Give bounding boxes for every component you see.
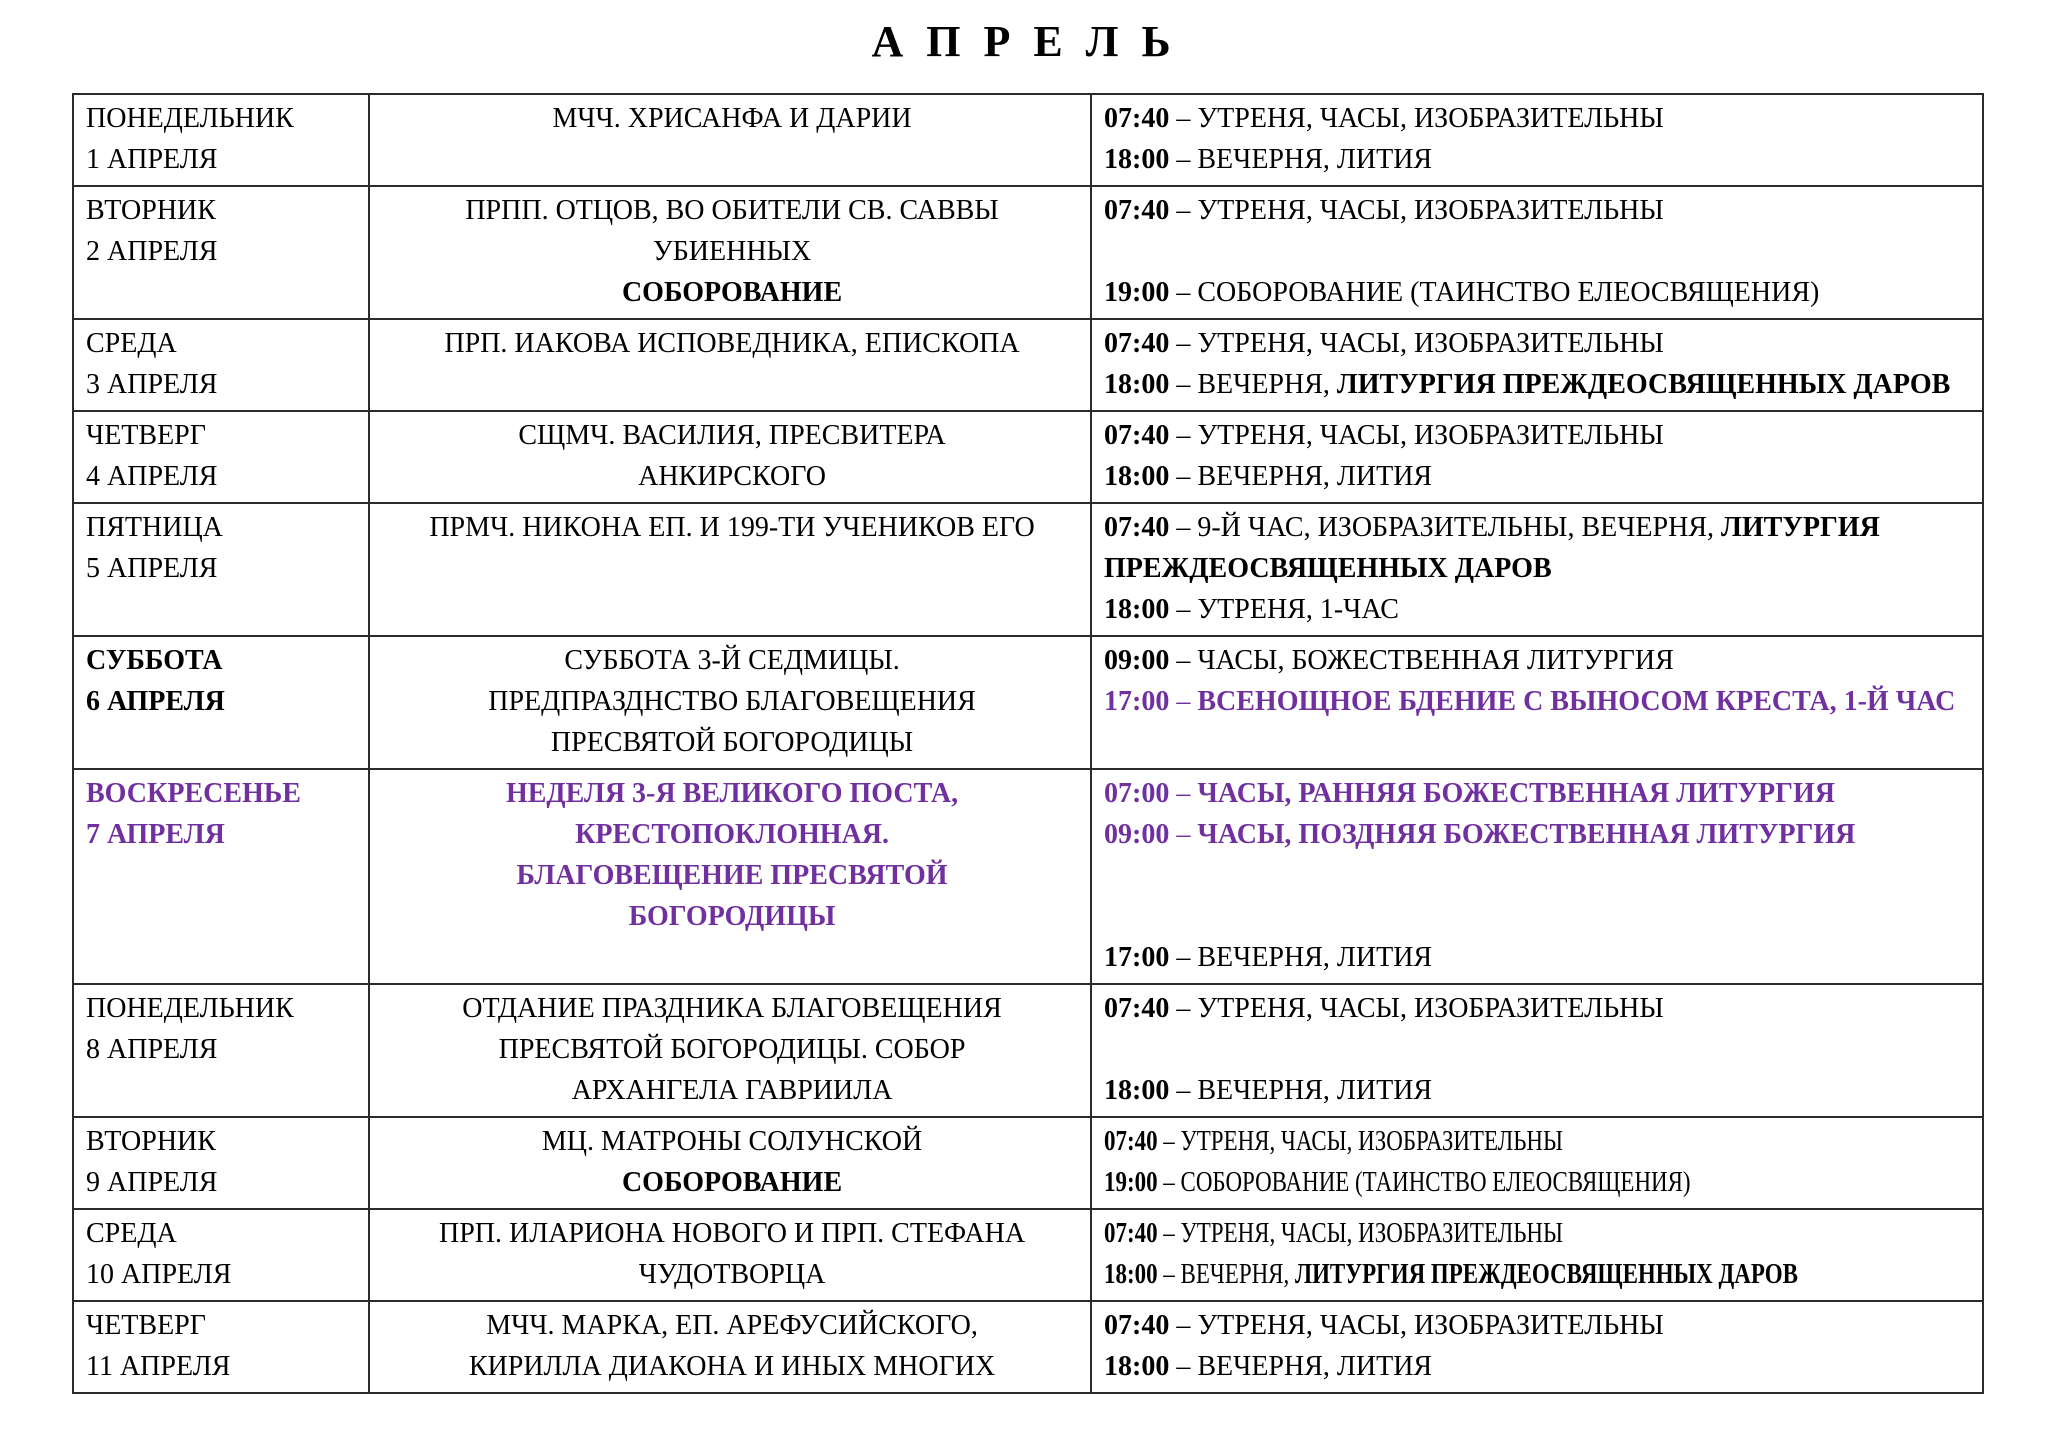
service-line <box>1104 323 1974 364</box>
day-name: ВОСКРЕСЕНЬЕ <box>86 778 301 809</box>
service-separator: – <box>1169 778 1198 809</box>
services-cell <box>1091 1301 1983 1393</box>
services-cell <box>1091 411 1983 503</box>
day-name: ПОНЕДЕЛЬНИК <box>86 103 294 134</box>
service-time: 07:40 <box>1104 328 1170 359</box>
service-separator: – <box>1157 1218 1181 1249</box>
table-row <box>73 769 1983 984</box>
service-text: УТРЕНЯ, ЧАСЫ, ИЗОБРАЗИТЕЛЬНЫ <box>1197 328 1664 359</box>
service-blank-line <box>1104 231 1974 272</box>
day-cell <box>73 1117 369 1209</box>
service-text: ВЕЧЕРНЯ, ЛИТИЯ <box>1197 144 1433 175</box>
feast-line: НЕДЕЛЯ 3-Я ВЕЛИКОГО ПОСТА, <box>505 778 959 809</box>
service-bold-text: ЛИТУРГИЯ ПРЕЖДЕОСВЯЩЕННЫХ ДАРОВ <box>1336 369 1951 400</box>
feast-line: КИРИЛЛА ДИАКОНА И ИНЫХ МНОГИХ <box>468 1351 996 1382</box>
services-cell <box>1091 769 1983 984</box>
service-time: 07:40 <box>1104 1126 1158 1157</box>
service-text: ВЕЧЕРНЯ, ЛИТИЯ <box>1197 1075 1433 1106</box>
feast-line: ПРЕСВЯТОЙ БОГОРОДИЦЫ. СОБОР <box>498 1034 966 1065</box>
day-cell <box>73 984 369 1117</box>
service-line <box>1104 640 1974 681</box>
day-name: ВТОРНИК <box>86 1126 216 1157</box>
services-cell <box>1091 636 1983 769</box>
services-cell <box>1091 1117 1983 1209</box>
feast-line: ПРМЧ. НИКОНА ЕП. И 199-ТИ УЧЕНИКОВ ЕГО <box>429 512 1035 543</box>
service-time: 07:40 <box>1104 420 1170 451</box>
service-time: 07:40 <box>1104 1310 1170 1341</box>
feast-cell <box>369 1117 1091 1209</box>
table-row <box>73 411 1983 503</box>
service-time: 07:40 <box>1104 103 1170 134</box>
service-time: 18:00 <box>1104 594 1170 625</box>
services-cell <box>1091 984 1983 1117</box>
service-line <box>1104 1346 1974 1387</box>
day-date: 1 АПРЕЛЯ <box>86 144 218 175</box>
day-date: 4 АПРЕЛЯ <box>86 461 218 492</box>
service-time: 18:00 <box>1104 369 1170 400</box>
day-date: 9 АПРЕЛЯ <box>86 1167 218 1198</box>
day-cell <box>73 94 369 186</box>
day-cell <box>73 503 369 636</box>
day-date: 6 АПРЕЛЯ <box>86 686 225 717</box>
feast-cell <box>369 411 1091 503</box>
service-text: ЧАСЫ, БОЖЕСТВЕННАЯ ЛИТУРГИЯ <box>1197 645 1674 676</box>
service-separator: – <box>1169 686 1198 717</box>
service-time: 17:00 <box>1104 686 1170 717</box>
day-name: ПОНЕДЕЛЬНИК <box>86 993 294 1024</box>
feast-cell <box>369 1209 1091 1301</box>
day-cell <box>73 1209 369 1301</box>
day-name: ЧЕТВЕРГ <box>86 1310 206 1341</box>
day-date: 10 АПРЕЛЯ <box>86 1259 232 1290</box>
feast-line: СОБОРОВАНИЕ <box>621 1167 843 1198</box>
feast-cell <box>369 769 1091 984</box>
service-text: ВЕЧЕРНЯ, ЛИТИЯ <box>1197 942 1433 973</box>
service-time: 07:40 <box>1104 1218 1158 1249</box>
feast-line: ПРЕДПРАЗДНСТВО БЛАГОВЕЩЕНИЯ <box>488 686 976 717</box>
day-name: СРЕДА <box>86 328 177 359</box>
table-row <box>73 186 1983 319</box>
table-row <box>73 984 1983 1117</box>
service-time: 18:00 <box>1104 144 1170 175</box>
service-separator: – <box>1169 1351 1198 1382</box>
feast-cell <box>369 1301 1091 1393</box>
service-line <box>1104 937 1974 978</box>
service-line <box>1104 1254 1817 1295</box>
day-cell <box>73 769 369 984</box>
service-line <box>1104 190 1974 231</box>
feast-line: МЧЧ. МАРКА, ЕП. АРЕФУСИЙСКОГО, <box>486 1310 978 1341</box>
day-cell <box>73 1301 369 1393</box>
feast-cell <box>369 319 1091 411</box>
service-time: 07:40 <box>1104 195 1170 226</box>
service-text: УТРЕНЯ, ЧАСЫ, ИЗОБРАЗИТЕЛЬНЫ <box>1180 1218 1564 1249</box>
page-title: А П Р Е Л Ь <box>871 17 1177 66</box>
service-text: УТРЕНЯ, 1-ЧАС <box>1197 594 1399 625</box>
service-time: 18:00 <box>1104 1259 1158 1290</box>
service-text: ЧАСЫ, ПОЗДНЯЯ БОЖЕСТВЕННАЯ ЛИТУРГИЯ <box>1197 819 1856 850</box>
day-date: 2 АПРЕЛЯ <box>86 236 218 267</box>
feast-cell <box>369 186 1091 319</box>
day-name: ЧЕТВЕРГ <box>86 420 206 451</box>
service-blank-line <box>1104 1029 1974 1070</box>
service-time: 18:00 <box>1104 1075 1170 1106</box>
day-date: 3 АПРЕЛЯ <box>86 369 218 400</box>
feast-line: УБИЕННЫХ <box>652 236 812 267</box>
schedule-table <box>72 93 1984 1394</box>
day-cell <box>73 411 369 503</box>
service-time: 07:40 <box>1104 512 1170 543</box>
day-date: 11 АПРЕЛЯ <box>86 1351 231 1382</box>
service-line <box>1104 456 1974 497</box>
service-line <box>1104 139 1974 180</box>
service-line <box>1104 773 1974 814</box>
service-text: УТРЕНЯ, ЧАСЫ, ИЗОБРАЗИТЕЛЬНЫ <box>1197 1310 1664 1341</box>
table-row <box>73 503 1983 636</box>
feast-cell <box>369 94 1091 186</box>
service-time: 07:00 <box>1104 778 1170 809</box>
service-line <box>1104 98 1974 139</box>
feast-cell <box>369 503 1091 636</box>
service-text: УТРЕНЯ, ЧАСЫ, ИЗОБРАЗИТЕЛЬНЫ <box>1180 1126 1564 1157</box>
service-blank-line <box>1104 896 1974 937</box>
service-separator: – <box>1169 942 1198 973</box>
feast-line: СОБОРОВАНИЕ <box>621 277 843 308</box>
day-name: ВТОРНИК <box>86 195 216 226</box>
table-row <box>73 1301 1983 1393</box>
service-separator: – <box>1169 328 1198 359</box>
feast-cell <box>369 984 1091 1117</box>
service-time: 17:00 <box>1104 942 1170 973</box>
service-line <box>1104 1305 1974 1346</box>
feast-line: БЛАГОВЕЩЕНИЕ ПРЕСВЯТОЙ <box>516 860 948 891</box>
service-line <box>1104 814 1974 855</box>
service-bold-text: ЛИТУРГИЯ ПРЕЖДЕОСВЯЩЕННЫХ ДАРОВ <box>1294 1259 1798 1290</box>
service-line <box>1104 272 1974 313</box>
service-separator: – <box>1169 1310 1198 1341</box>
services-cell <box>1091 1209 1983 1301</box>
day-cell <box>73 186 369 319</box>
service-text: УТРЕНЯ, ЧАСЫ, ИЗОБРАЗИТЕЛЬНЫ <box>1197 103 1664 134</box>
table-row <box>73 94 1983 186</box>
table-row <box>73 1209 1983 1301</box>
day-date: 5 АПРЕЛЯ <box>86 553 218 584</box>
service-text: ВЕЧЕРНЯ, ЛИТИЯ <box>1197 1351 1433 1382</box>
service-time: 19:00 <box>1104 1167 1158 1198</box>
service-separator: – <box>1157 1167 1181 1198</box>
feast-line: АРХАНГЕЛА ГАВРИИЛА <box>571 1075 893 1106</box>
service-line <box>1104 1121 1817 1162</box>
feast-line: МЧЧ. ХРИСАНФА И ДАРИИ <box>552 103 912 134</box>
feast-line: ПРП. ИЛАРИОНА НОВОГО И ПРП. СТЕФАНА <box>438 1218 1026 1249</box>
feast-line: ПРП. ИАКОВА ИСПОВЕДНИКА, ЕПИСКОПА <box>444 328 1020 359</box>
service-line <box>1104 1162 1817 1203</box>
service-text: ВЕЧЕРНЯ, ЛИТИЯ <box>1197 461 1433 492</box>
service-line <box>1104 681 1974 722</box>
feast-line: ОТДАНИЕ ПРАЗДНИКА БЛАГОВЕЩЕНИЯ <box>462 993 1002 1024</box>
service-text: ВСЕНОЩНОЕ БДЕНИЕ С ВЫНОСОМ КРЕСТА, 1-Й ЧАС <box>1197 686 1956 717</box>
feast-line: ЧУДОТВОРЦА <box>638 1259 826 1290</box>
service-separator: – <box>1169 277 1198 308</box>
service-line <box>1104 988 1974 1029</box>
service-time: 07:40 <box>1104 993 1170 1024</box>
day-date: 7 АПРЕЛЯ <box>86 819 225 850</box>
service-separator: – <box>1169 594 1198 625</box>
service-separator: – <box>1169 103 1198 134</box>
service-text: УТРЕНЯ, ЧАСЫ, ИЗОБРАЗИТЕЛЬНЫ <box>1197 420 1664 451</box>
service-text: УТРЕНЯ, ЧАСЫ, ИЗОБРАЗИТЕЛЬНЫ <box>1197 195 1664 226</box>
service-separator: – <box>1169 819 1198 850</box>
schedule-body <box>73 94 1983 1393</box>
service-separator: – <box>1169 993 1198 1024</box>
feast-line: ПРПП. ОТЦОВ, ВО ОБИТЕЛИ СВ. САВВЫ <box>465 195 999 226</box>
service-time: 09:00 <box>1104 645 1170 676</box>
feast-line: БОГОРОДИЦЫ <box>628 901 836 932</box>
table-row <box>73 636 1983 769</box>
service-text: ЧАСЫ, РАННЯЯ БОЖЕСТВЕННАЯ ЛИТУРГИЯ <box>1197 778 1835 809</box>
service-text: 9-Й ЧАС, ИЗОБРАЗИТЕЛЬНЫ, ВЕЧЕРНЯ, <box>1197 512 1721 543</box>
service-separator: – <box>1169 195 1198 226</box>
service-line <box>1104 415 1974 456</box>
service-separator: – <box>1169 512 1198 543</box>
service-time: 18:00 <box>1104 461 1170 492</box>
service-text: СОБОРОВАНИЕ (ТАИНСТВО ЕЛЕОСВЯЩЕНИЯ) <box>1197 277 1820 308</box>
table-row <box>73 1117 1983 1209</box>
service-separator: – <box>1169 420 1198 451</box>
service-line <box>1104 507 1974 589</box>
service-time: 09:00 <box>1104 819 1170 850</box>
services-cell <box>1091 186 1983 319</box>
service-line <box>1104 364 1974 405</box>
service-separator: – <box>1169 461 1198 492</box>
day-cell <box>73 636 369 769</box>
feast-line: ПРЕСВЯТОЙ БОГОРОДИЦЫ <box>550 727 914 758</box>
feast-line: СЩМЧ. ВАСИЛИЯ, ПРЕСВИТЕРА <box>518 420 946 451</box>
feast-line: АНКИРСКОГО <box>638 461 826 492</box>
service-separator: – <box>1169 144 1198 175</box>
table-row <box>73 319 1983 411</box>
services-cell <box>1091 319 1983 411</box>
service-time: 18:00 <box>1104 1351 1170 1382</box>
service-line <box>1104 1070 1974 1111</box>
service-separator: – <box>1157 1126 1181 1157</box>
day-name: СУББОТА <box>86 645 223 676</box>
service-time: 19:00 <box>1104 277 1170 308</box>
service-separator: – <box>1169 369 1198 400</box>
feast-cell <box>369 636 1091 769</box>
services-cell <box>1091 94 1983 186</box>
day-date: 8 АПРЕЛЯ <box>86 1034 218 1065</box>
service-line <box>1104 589 1974 630</box>
feast-line: СУББОТА 3-Й СЕДМИЦЫ. <box>564 645 900 676</box>
day-name: ПЯТНИЦА <box>86 512 223 543</box>
service-blank-line <box>1104 855 1974 896</box>
service-separator: – <box>1169 1075 1198 1106</box>
service-bold-text: ЛИТУРГИЯ ПРЕЖДЕОСВЯЩЕННЫХ ДАРОВ <box>1104 512 1880 584</box>
service-text: УТРЕНЯ, ЧАСЫ, ИЗОБРАЗИТЕЛЬНЫ <box>1197 993 1664 1024</box>
service-separator: – <box>1169 645 1198 676</box>
feast-line: КРЕСТОПОКЛОННАЯ. <box>575 819 889 850</box>
day-cell <box>73 319 369 411</box>
service-text: СОБОРОВАНИЕ (ТАИНСТВО ЕЛЕОСВЯЩЕНИЯ) <box>1180 1167 1691 1198</box>
day-name: СРЕДА <box>86 1218 177 1249</box>
service-separator: – <box>1157 1259 1181 1290</box>
feast-line: МЦ. МАТРОНЫ СОЛУНСКОЙ <box>541 1126 923 1157</box>
service-text: ВЕЧЕРНЯ, <box>1180 1259 1295 1290</box>
services-cell <box>1091 503 1983 636</box>
service-text: ВЕЧЕРНЯ, <box>1197 369 1337 400</box>
service-line <box>1104 1213 1817 1254</box>
